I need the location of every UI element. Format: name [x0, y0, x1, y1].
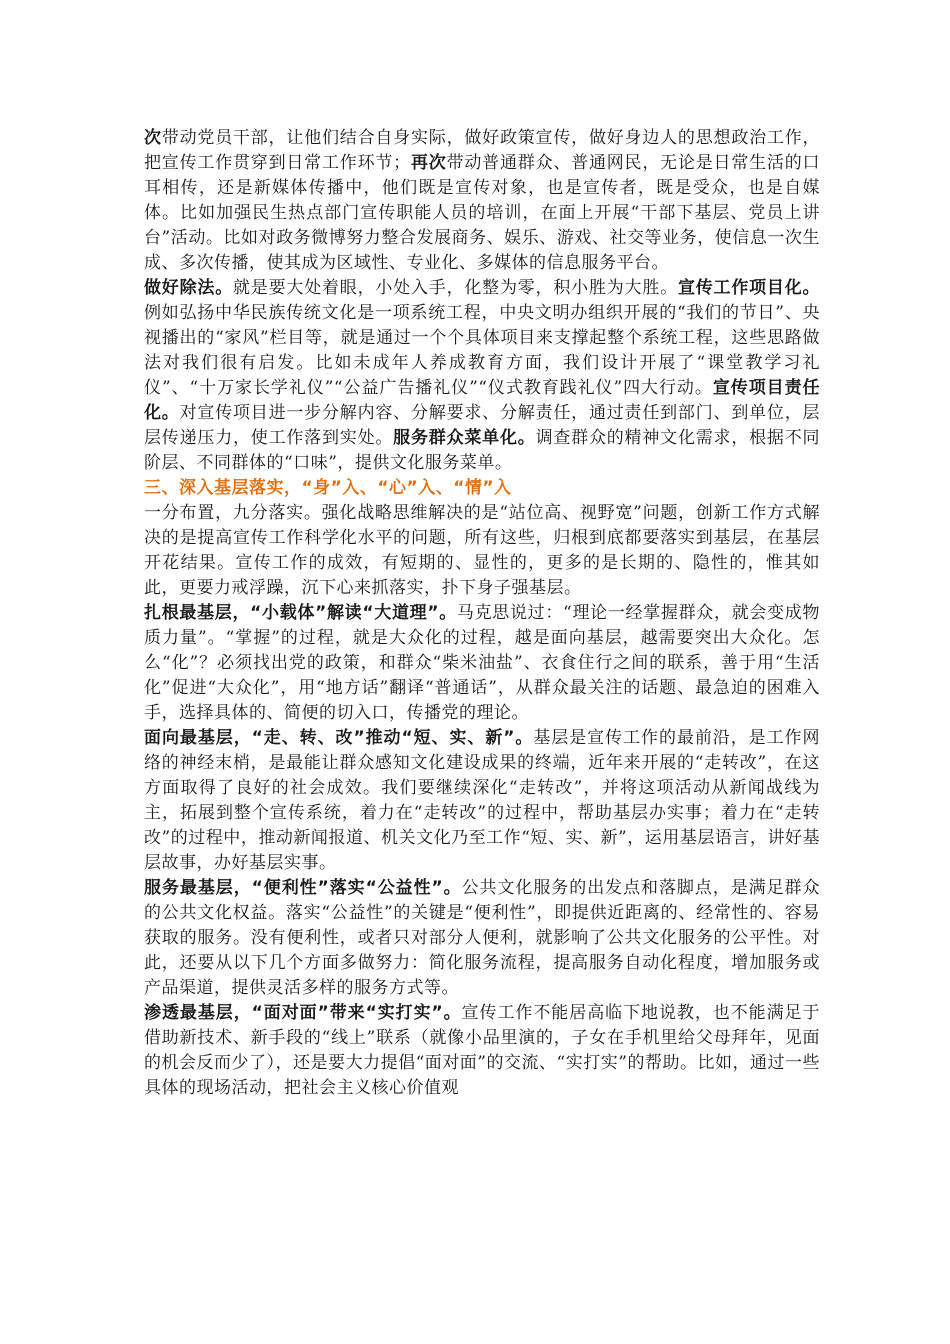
keyword-penetrating: 渗透最基层，“面对面”带来“实打实”。	[144, 1003, 462, 1023]
paragraph-facing-grassroots	[144, 726, 820, 876]
paragraph-text: 公共文化服务的出发点和落脚点，是满足群众的公共文化权益。落实“公益性”的关键是“便利性”，即提供近距离的、经常性的、容易获取的服务。没有便利性，或者只对部分人便利，就影响了公共文化服务的公平性。对此，还要从以下几个方面多做努力：简化服务流程，提高服务自动化程度，增加服务或产品渠道，提供灵活多样的服务方式等。	[144, 878, 820, 998]
keyword-serving: 服务最基层，“便利性”落实“公益性”。	[144, 878, 462, 898]
keyword-zaici: 再次	[410, 153, 447, 173]
keyword-ci: 次	[144, 128, 162, 148]
paragraph-penetrating-grassroots	[144, 1001, 820, 1101]
keyword-project: 宣传工作项目化。	[677, 278, 821, 298]
paragraph-text: 就是要大处着眼，小处入手，化整为零，积小胜为大胜。	[233, 278, 678, 298]
paragraph-text: 例如弘扬中华民族传统文化是一项系统工程，中央文明办组织开展的“我们的节日”、央视播出的“家风”栏目等，就是通过一个个具体项目来支撑起整个系统工程，这些思路做法对我们很有启发。比如未成年人养成教育方面，我们设计开展了“课堂教学习礼仪”、“十万家长学礼仪”“公益广告播礼仪”“仪式教育践礼仪”四大行动。	[144, 303, 820, 398]
document-page	[144, 126, 820, 1101]
keyword-facing: 面向最基层，“走、转、改”推动“短、实、新”。	[144, 728, 534, 748]
paragraph-text: 宣传工作不能居高临下地说教，也不能满足于借助新技术、新手段的“线上”联系（就像小品里演的，子女在手机里给父母拜年，见面的机会反而少了），还是要大力提倡“面对面”的交流、“实打实”的帮助。比如，通过一些具体的现场活动，把社会主义核心价值观	[144, 1003, 820, 1098]
paragraph-serving-grassroots	[144, 876, 820, 1001]
paragraph-text: 一分布置，九分落实。强化战略思维解决的是“站位高、视野宽”问题，创新工作方式解决的是提高宣传工作科学化水平的问题，所有这些，归根到底都要落实到基层，在基层开花结果。宣传工作的成效，有短期的、显性的，更多的是长期的、隐性的，惟其如此，更要力戒浮躁，沉下心来抓落实，扑下身子强基层。	[144, 503, 820, 598]
paragraph-implementation	[144, 501, 820, 601]
paragraph-rooted-grassroots	[144, 601, 820, 726]
section-heading-3: 三、深入基层落实，“身”入、“心”入、“情”入	[144, 478, 512, 498]
paragraph-text: 对宣传项目进一步分解内容、分解要求、分解责任，通过责任到部门、到单位，层层传递压力，使工作落到实处。	[144, 403, 821, 448]
keyword-menu: 服务群众菜单化。	[393, 428, 536, 448]
keyword-division: 做好除法。	[144, 278, 233, 298]
paragraph-publicity-roles	[144, 126, 820, 276]
paragraph-text: 调查群众的精神文化需求，根据不同阶层、不同群体的“口味”，提供文化服务菜单。	[144, 428, 821, 473]
paragraph-text: 带动党员干部，让他们结合自身实际，做好政策宣传，做好身边人的思想政治工作，把宣传工作贯穿到日常工作环节；	[144, 128, 821, 173]
paragraph-text: 马克思说过：“理论一经掌握群众，就会变成物质力量”。“掌握”的过程，就是大众化的过程，越是面向基层，越需要突出大众化。怎么“化”？必须找出党的政策，和群众“柴米油盐”、衣食住行之间的联系，善于用“生活化”促进“大众化”，用“地方话”翻译“普通话”，从群众最关注的话题、最急迫的困难入手，选择具体的、简便的切入口，传播党的理论。	[144, 603, 820, 723]
keyword-rooted: 扎根最基层，“小载体”解读“大道理”。	[144, 603, 457, 623]
paragraph-text: 带动普通群众、普通网民，无论是日常生活的口耳相传，还是新媒体传播中，他们既是宣传对象，也是宣传者，既是受众，也是自媒体。比如加强民生热点部门宣传职能人员的培训，在面上开展“干部下基层、党员上讲台”活动。比如对政务微博努力整合发展商务、娱乐、游戏、社交等业务，使信息一次生成、多次传播，使其成为区域性、专业化、多媒体的信息服务平台。	[144, 153, 821, 273]
keyword-responsibility: 宣传项目责任化。	[144, 378, 821, 423]
paragraph-text: 基层是宣传工作的最前沿，是工作网络的神经末梢，是最能让群众感知文化建设成果的终端，近年来开展的“走转改”，在这方面取得了良好的社会成效。我们要继续深化“走转改”，并将这项活动从新闻战线为主，拓展到整个宣传系统，着力在“走转改”的过程中，帮助基层办实事；着力在“走转改”的过程中，推动新闻报道、机关文化乃至工作“短、实、新”，运用基层语言，讲好基层故事，办好基层实事。	[144, 728, 820, 873]
paragraph-division	[144, 276, 820, 476]
